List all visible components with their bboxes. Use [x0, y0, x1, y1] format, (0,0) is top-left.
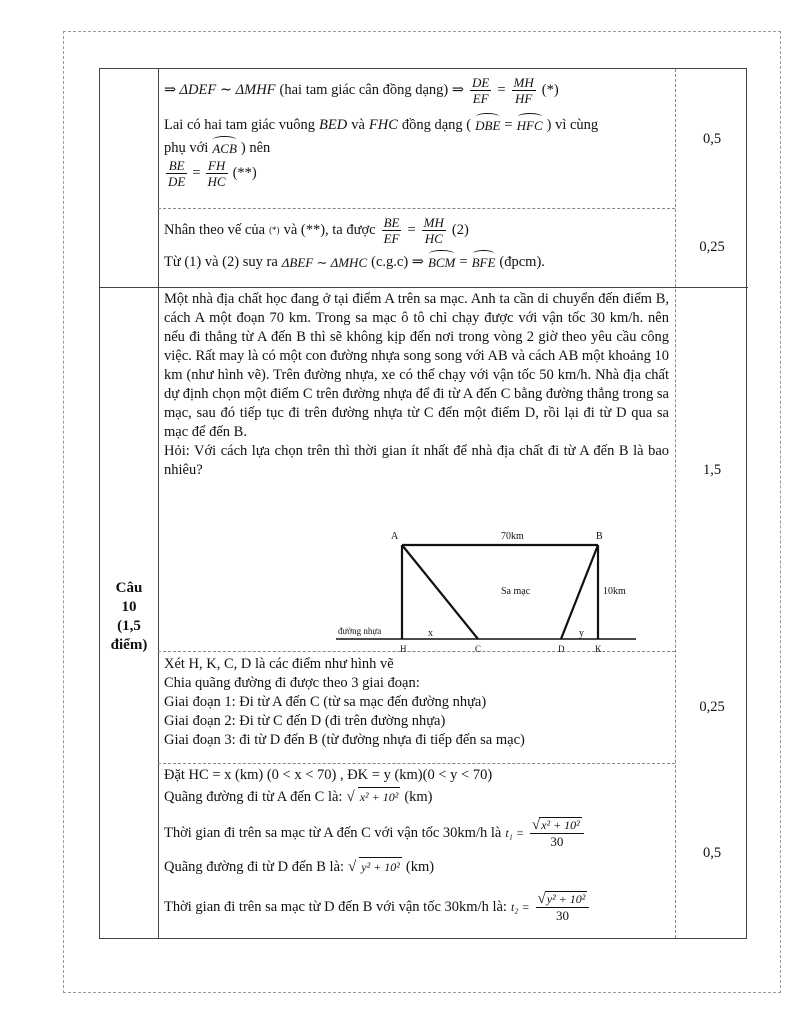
- equation-tag: (**): [232, 165, 257, 181]
- question-label-line: Câu: [115, 580, 143, 596]
- numerator: FH: [206, 158, 228, 174]
- text: (hai tam giác cân đồng dạng) ⇒: [279, 81, 465, 98]
- fraction: $\frac{\text{√x² + 10²}}{30}$: [530, 817, 584, 849]
- denominator: 30: [555, 908, 569, 923]
- row1-content: ⇒ ΔDEF ∼ ΔMHF (hai tam giác cân đồng dạng) ⇒ $\frac{DE}{EF}$ = $\frac{MH}{HF}$ (*) Lai có hai tam giác vuông BED và FHC đồng dạng ( DBE = HFC ) vì cùng phụ với ACB ) nên $\frac{BE}{DE}$ = $\frac{FH}{HC}$ (**): [164, 74, 599, 189]
- segment-bd: [561, 545, 598, 639]
- question-label-line: 10: [121, 599, 137, 615]
- label-distance: 10km: [603, 586, 626, 597]
- time-t1: t₁ =: [505, 825, 524, 840]
- row4-content: [164, 655, 669, 750]
- radicand: x² + 10²: [541, 818, 580, 832]
- text: Thời gian đi trên sa mạc từ D đến B với vận tốc 30km/h là:: [164, 898, 507, 915]
- numerator: BE: [383, 214, 400, 230]
- similar-triangles-def-mhf: ⇒ ΔDEF ∼ ΔMHF: [164, 81, 276, 98]
- text: (c.g.c) ⇒: [371, 254, 424, 270]
- denominator: DE: [168, 174, 186, 189]
- numerator: MH: [423, 214, 444, 230]
- row5-content: Đặt HC = x (km) (0 < x < 70) , ĐK = y (km)(0 < y < 70) Quãng đường đi từ A đến C là: √ x² + 10² (km) Thời gian đi trên sa mạc từ A đến C với vận tốc 30km/h là t₁ = $\frac{\text{√x² + 10²}}{30}$ Quãng đường đi từ D đến B là: √ y² + 10² (km) Thời gian đi trên sa mạc từ D đến B với vận tốc 30km/h là: t₂ = $\frac{\text{√y² + 10²}}{30}$: [164, 766, 669, 923]
- question-label-line: (1,5: [117, 618, 141, 634]
- angle-dbe: DBE: [475, 113, 500, 135]
- text: Quãng đường đi từ D đến B là:: [164, 858, 345, 875]
- denominator: HF: [514, 90, 533, 106]
- label-ab-distance: 70km: [501, 531, 524, 542]
- score-row3: 1,5: [702, 462, 722, 478]
- definition-line: Đặt HC = x (km) (0 < x < 70) , ĐK = y (km)(0 < y < 70): [164, 767, 493, 783]
- text: =: [504, 117, 513, 133]
- radicand: y² + 10²: [359, 857, 402, 877]
- fraction: [206, 158, 228, 189]
- angle-acb: ACB: [212, 136, 237, 158]
- text: Thời gian đi trên sa mạc từ A đến C với vận tốc 30km/h là: [164, 824, 502, 841]
- numerator: MH: [513, 74, 534, 90]
- label-y: y: [579, 628, 584, 639]
- angle-bfe: BFE: [472, 250, 496, 272]
- fraction: [422, 215, 446, 246]
- column-divider: [158, 69, 159, 938]
- text: và (**), ta được: [283, 221, 376, 238]
- label-c: C: [475, 644, 482, 654]
- star-ref: (*): [269, 224, 280, 235]
- text: phụ với: [164, 140, 209, 156]
- text: ) vì cùng: [546, 117, 599, 133]
- triangle-bed: BED: [319, 117, 348, 133]
- similar-triangles-bef-mhc: ΔBEF ∼ ΔMHC: [281, 255, 368, 270]
- fraction: [512, 75, 536, 106]
- row-divider: [158, 208, 675, 209]
- row-divider: [100, 287, 748, 288]
- desert-road-figure: [316, 524, 646, 654]
- radicand: y² + 10²: [546, 892, 586, 906]
- label-desert: Sa mạc: [501, 586, 531, 597]
- radicand: x² + 10²: [358, 787, 401, 807]
- time-t2: t₂ =: [510, 899, 530, 914]
- fraction: [166, 158, 187, 189]
- row2-content: Nhân theo vế của (*) và (**), ta được $\frac{BE}{EF}$ = $\frac{MH}{HC}$ (2) Từ (1) và (2) suy ra ΔBEF ∼ ΔMHC (c.g.c) ⇒ BCM = BFE (đpcm).: [164, 214, 545, 270]
- problem-paragraph: Một nhà địa chất học đang ở tại điểm A trên sa mạc. Anh ta cần di chuyển đến điểm B, cách A một đoạn 70 km. Trong sa mạc ô tô chỉ chạy được với vận tốc 30 km/h. nên nếu đi thẳng từ A đến B thì sẽ không kịp đến nơi trong vòng 2 giờ theo yêu cầu công việc. Rất may là có một con đường nhựa song song với AB và cách AB một khoảng 10 km (như hình vẽ). Trên đường nhựa, xe có thể chạy với vận tốc 50 km/h. Nhà địa chất dự định chọn một điểm C trên đường nhựa để đi từ A đến C bằng đường thẳng trong sa mạc, sau đó tiếp tục đi trên đường nhựa từ C đến một điểm D, rồi lại đi từ D qua sa mạc để đến B.: [164, 291, 669, 440]
- text: đồng dạng (: [401, 117, 472, 133]
- denominator: EF: [472, 90, 489, 106]
- question-label: [100, 579, 158, 655]
- score-row4: 0,25: [699, 699, 725, 715]
- text: ) nên: [240, 140, 271, 156]
- triangle-fhc: FHC: [368, 117, 398, 133]
- question-label-line: điểm): [110, 637, 148, 653]
- label-h: H: [400, 644, 407, 654]
- equation-tag: (*): [541, 81, 559, 98]
- step-line: Giai đoạn 1: Đi từ A đến C (từ sa mạc đến đường nhựa): [164, 694, 487, 710]
- denominator: HC: [424, 230, 443, 246]
- text: (km): [405, 858, 435, 875]
- numerator: DE: [472, 74, 490, 90]
- angle-bcm: BCM: [428, 250, 455, 272]
- answer-table: [99, 68, 747, 939]
- fraction: $\frac{\text{√y² + 10²}}{30}$: [536, 891, 590, 923]
- label-b: B: [596, 531, 603, 542]
- score-row5: 0,5: [702, 845, 722, 861]
- text: (đpcm).: [499, 254, 545, 270]
- label-road: đường nhựa: [338, 626, 382, 636]
- numerator: BE: [166, 158, 187, 174]
- text: và: [351, 117, 365, 133]
- step-line: Chia quãng đường đi được theo 3 giai đoạn:: [164, 675, 420, 691]
- score-row1: 0,5: [702, 131, 722, 147]
- fraction: [382, 215, 402, 246]
- text: Từ (1) và (2) suy ra: [164, 254, 278, 270]
- denominator: EF: [383, 230, 400, 246]
- equation-tag: (2): [451, 221, 469, 238]
- text: Nhân theo vế của: [164, 221, 266, 238]
- angle-hfc: HFC: [517, 113, 543, 135]
- fraction: [470, 75, 491, 106]
- segment-ac: [402, 545, 478, 639]
- text: (km): [404, 788, 433, 805]
- text: Quãng đường đi từ A đến C là:: [164, 788, 343, 805]
- problem-question: Hỏi: Với cách lựa chọn trên thì thời gian ít nhất để nhà địa chất đi từ A đến B là bao nhiêu?: [164, 443, 669, 478]
- text: Lai có hai tam giác vuông: [164, 117, 315, 133]
- row-divider: [158, 763, 675, 764]
- label-a: A: [391, 531, 399, 542]
- text: =: [459, 254, 468, 270]
- problem-statement: [164, 290, 669, 480]
- denominator: HC: [207, 174, 226, 189]
- step-line: Giai đoạn 3: đi từ D đến B (từ đường nhựa đi tiếp đến sa mạc): [164, 732, 525, 748]
- step-line: Xét H, K, C, D là các điểm như hình vẽ: [164, 656, 394, 672]
- label-x: x: [428, 628, 433, 639]
- score-row2: 0,25: [699, 239, 725, 255]
- score-column-divider: [675, 69, 676, 938]
- denominator: 30: [550, 834, 564, 849]
- label-d: D: [558, 644, 565, 654]
- step-line: Giai đoạn 2: Đi từ C đến D (đi trên đường nhựa): [164, 713, 446, 729]
- label-k: K: [595, 644, 602, 654]
